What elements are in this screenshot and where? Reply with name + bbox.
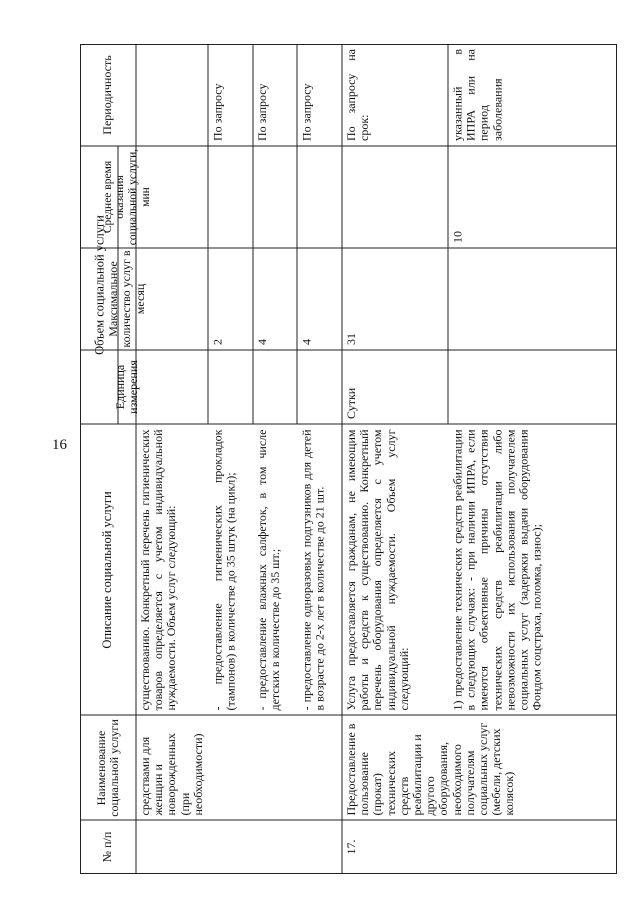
row1-max: 2 — [210, 339, 224, 345]
row2-max: 4 — [255, 339, 269, 345]
row3-max: 4 — [299, 339, 313, 345]
row5-period: указанный в ИПРА или на период заболевания — [450, 49, 504, 141]
header-desc-cell: Описание социальной услуги — [100, 490, 115, 649]
page-number: 16 — [52, 437, 67, 453]
row3-period: По запросу — [299, 83, 313, 141]
header-avg-cell: Среднее время оказания социальной услуги, мин — [101, 148, 152, 246]
row0-desc: существованию. Конкретный перечень гигиенических товаров определяется с учетом индивидуальной нуждаемости. Объем услуг следующий: — [138, 429, 179, 710]
row5-avg: 10 — [450, 231, 464, 243]
row1-period: По запросу — [210, 83, 224, 141]
row4-period: По запросу на срок: — [344, 49, 372, 141]
row4-name: Предоставление в пользование (прокат) технических средств реабилитации и другого оборудования, необходимого получателям социальных услуг (мебели, детских колясок) — [344, 722, 517, 815]
row4-num: 17. — [344, 839, 358, 855]
header-name-cell: Наименование социальной услуги — [93, 718, 121, 817]
row2-desc: - предоставление влажных салфеток, в том числе детских в количестве до 35 шт.; — [255, 429, 283, 710]
row3-desc: - предоставление одноразовых подгузников для детей в возрасте до 2-х лет в количестве до 21 шт. — [299, 429, 327, 710]
row4-unit: Сутки — [344, 387, 358, 419]
row4-desc: Услуга предоставляется гражданам, не имеющим работы и средств к существованию. Конкретный перечень оборудования определяется с учетом индивидуальной нуждаемости. Объем услуг следующий: — [344, 429, 411, 710]
row4-max: 31 — [344, 333, 358, 345]
header-period-cell: Периодичность — [100, 55, 115, 135]
header-volume-cell: Объем социальной услуги — [91, 214, 106, 355]
header-num-cell: № п/п — [100, 831, 115, 863]
header-max-cell: Максимальное количество услуг в месяц — [105, 250, 147, 348]
row0-name: средствами для женщин и новорожденных (при необходимости) — [138, 732, 205, 815]
row5-desc: 1) предоставление технических средств реабилитации в следующих случаях: - при наличии ИПРА, если имеются объективные причины отсутствия технических средств реабилитации либо невозможности их использования получателем социальных услуг (задержки выдачи оборудования Фондом соцстраха, поломка, износ); — [450, 429, 544, 710]
row1-desc: - предоставление гигиенических прокладок (тампонов) в количестве до 35 штук (на цикл); — [210, 429, 238, 710]
header-unit-cell: Единица измерения — [112, 360, 140, 414]
row2-period: По запросу — [255, 83, 269, 141]
